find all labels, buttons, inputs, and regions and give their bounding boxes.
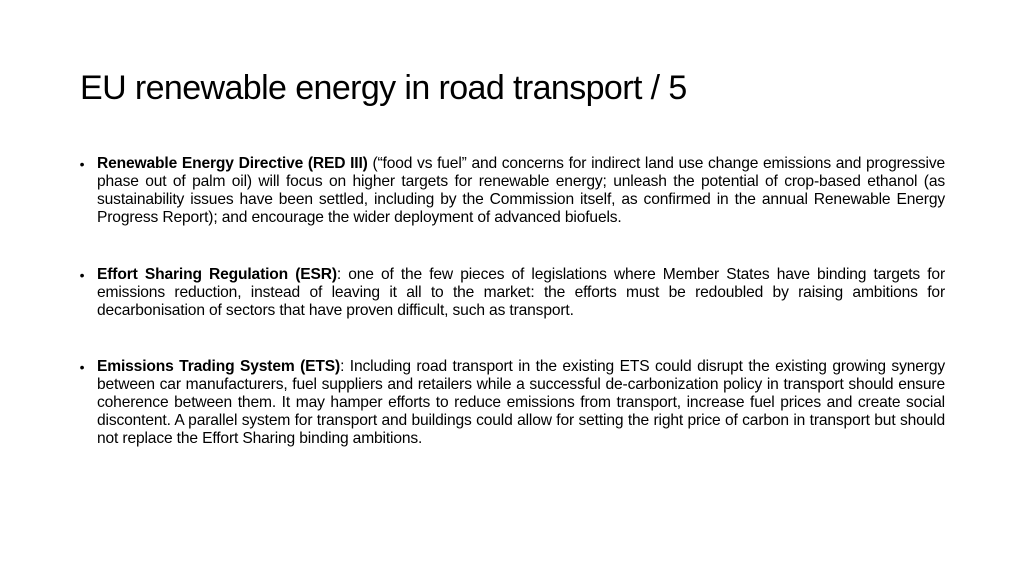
bullet-text: : one of the few pieces of legislations where Member States have binding targets for emissions reduction, instead of leaving it all to the market: the efforts must be redoubled by raising ambitions for decarbonisation of sectors that have proven difficult, such as transport. (97, 266, 945, 319)
bullet-icon: • (79, 267, 85, 283)
bullet-ets (75, 358, 945, 448)
bullet-term: Renewable Energy Directive (RED III) (97, 155, 368, 172)
bullet-text: (“food vs fuel” and concerns for indirect land use change emissions and progressive phase out of palm oil) will focus on higher targets for renewable energy; unleash the potential of crop-based ethanol (as sustainability issues have been settled, including by the Commission itself, as confirmed in the annual Renewable Energy Progress Report); and encourage the wider deployment of advanced biofuels. (97, 155, 945, 226)
bullet-term: Effort Sharing Regulation (ESR) (97, 266, 337, 283)
bullet-term: Emissions Trading System (ETS) (97, 358, 341, 375)
bullet-esr (75, 266, 945, 320)
slide-title: EU renewable energy in road transport / 5 (80, 69, 687, 107)
bullet-list (75, 155, 945, 448)
bullet-icon: • (79, 359, 85, 375)
bullet-icon: • (79, 156, 85, 172)
bullet-red-iii (75, 155, 945, 227)
bullet-text: : Including road transport in the existing ETS could disrupt the existing growing synergy between car manufacturers, fuel suppliers and retailers while a successful de-carbonization policy in transport should ensure coherence between them. It may hamper efforts to reduce emissions from transport, increase fuel prices and create social discontent. A parallel system for transport and buildings could allow for setting the right price of carbon in transport but should not replace the Effort Sharing binding ambitions. (97, 358, 945, 447)
